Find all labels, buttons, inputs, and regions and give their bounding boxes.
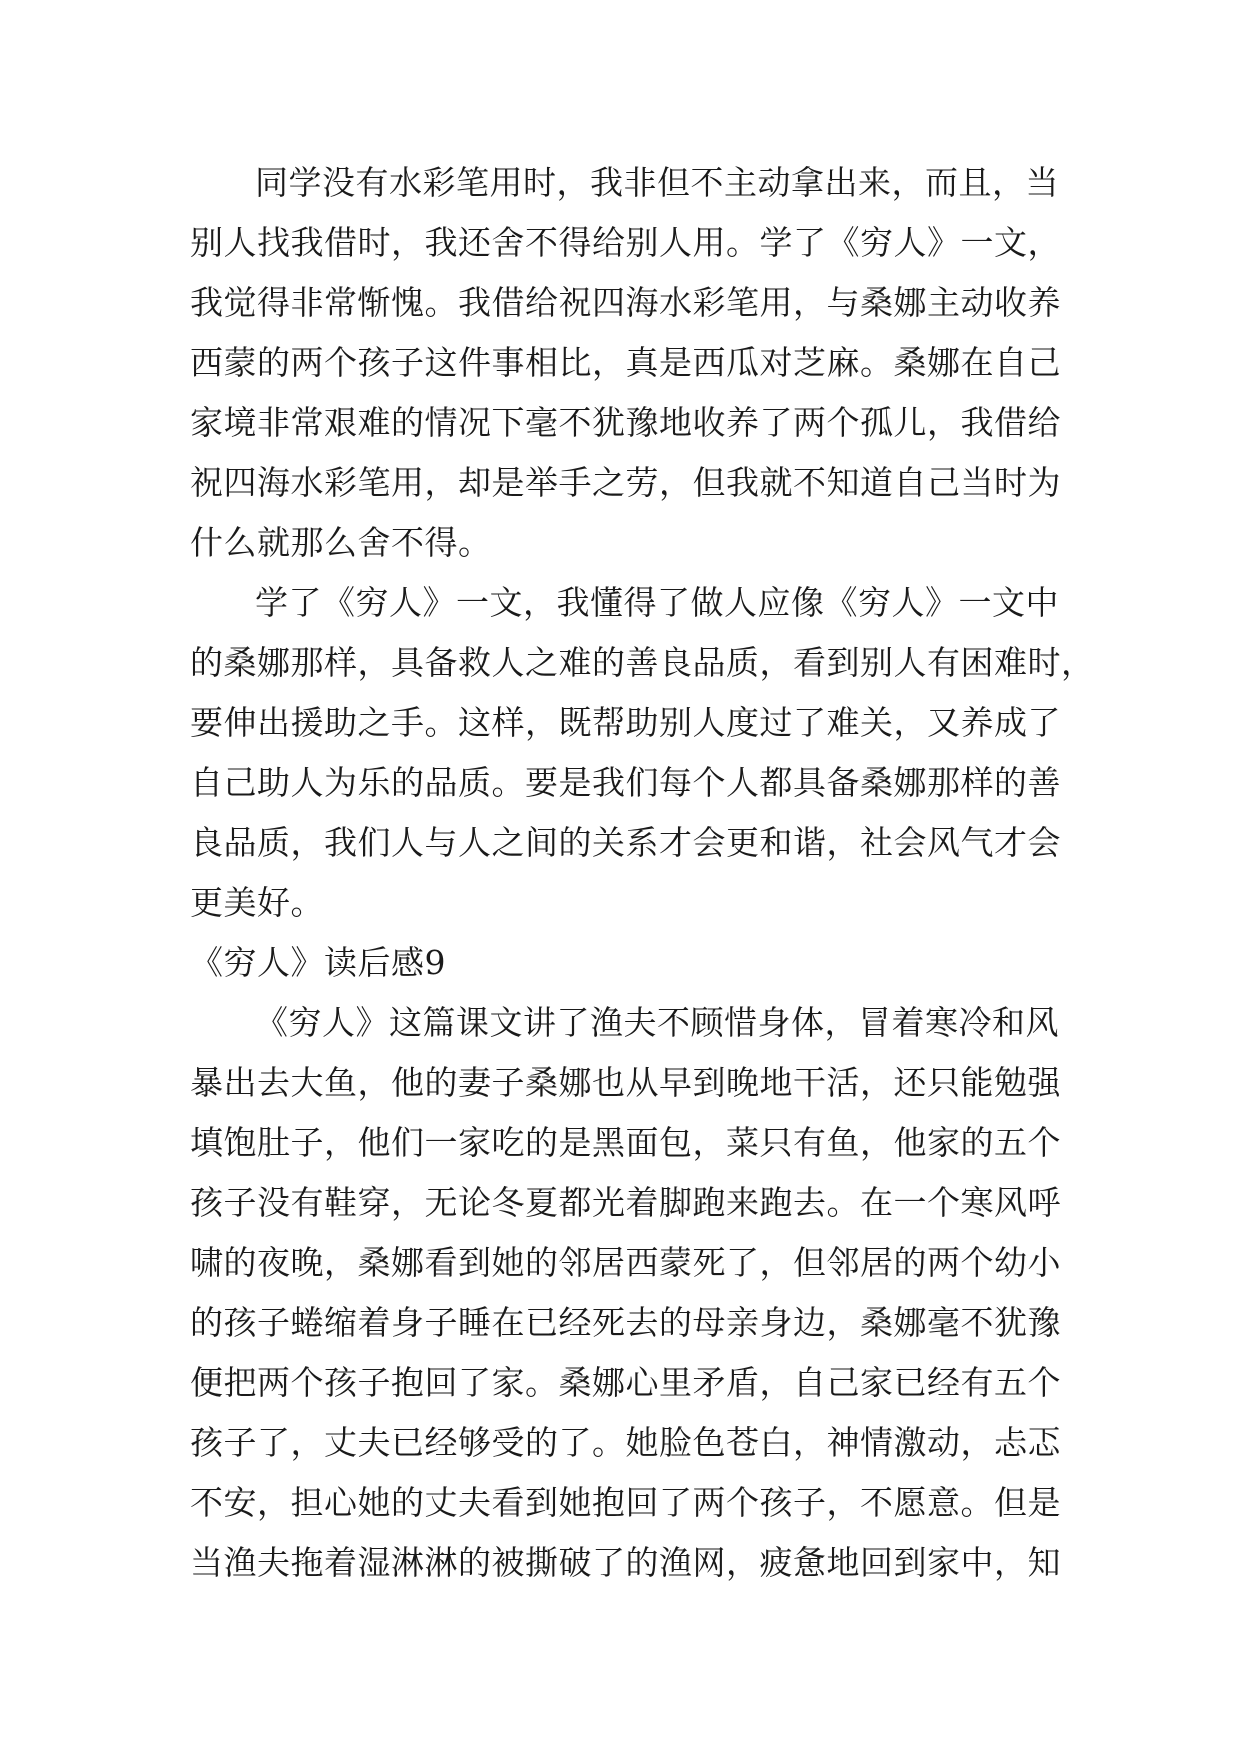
paragraph-2-line-1: 学了《穷人》一文，我懂得了做人应像《穷人》一文中 (255, 583, 1059, 622)
paragraph-3-line-6: 的孩子蜷缩着身子睡在已经死去的母亲身边，桑娜毫不犹豫 (190, 1303, 1061, 1342)
section-heading: 《穷人》读后感9 (190, 943, 446, 982)
paragraph-1-line-1: 同学没有水彩笔用时，我非但不主动拿出来，而且，当 (255, 163, 1059, 202)
paragraph-2-line-2: 的桑娜那样，具备救人之难的善良品质，看到别人有困难时， (190, 643, 1095, 682)
paragraph-3-line-4: 孩子没有鞋穿，无论冬夏都光着脚跑来跑去。在一个寒风呼 (190, 1183, 1061, 1222)
paragraph-1-line-5: 家境非常艰难的情况下毫不犹豫地收养了两个孤儿，我借给 (190, 403, 1061, 442)
paragraph-2-line-6: 更美好。 (190, 883, 324, 922)
paragraph-1-line-3: 我觉得非常惭愧。我借给祝四海水彩笔用，与桑娜主动收养 (190, 283, 1061, 322)
paragraph-2-line-5: 良品质，我们人与人之间的关系才会更和谐，社会风气才会 (190, 823, 1061, 862)
paragraph-2-line-3: 要伸出援助之手。这样，既帮助别人度过了难关，又养成了 (190, 703, 1061, 742)
paragraph-3-line-2: 暴出去大鱼，他的妻子桑娜也从早到晚地干活，还只能勉强 (190, 1063, 1061, 1102)
paragraph-3-line-5: 啸的夜晚，桑娜看到她的邻居西蒙死了，但邻居的两个幼小 (190, 1243, 1061, 1282)
paragraph-1-line-7: 什么就那么舍不得。 (190, 523, 492, 562)
paragraph-1-line-2: 别人找我借时，我还舍不得给别人用。学了《穷人》一文， (190, 223, 1061, 262)
paragraph-3-line-1: 《穷人》这篇课文讲了渔夫不顾惜身体，冒着寒冷和风 (255, 1003, 1059, 1042)
paragraph-3-line-3: 填饱肚子，他们一家吃的是黑面包，菜只有鱼，他家的五个 (190, 1123, 1061, 1162)
paragraph-3-line-10: 当渔夫拖着湿淋淋的被撕破了的渔网，疲惫地回到家中，知 (190, 1543, 1061, 1582)
paragraph-1-line-6: 祝四海水彩笔用，却是举手之劳，但我就不知道自己当时为 (190, 463, 1061, 502)
paragraph-1-line-4: 西蒙的两个孩子这件事相比，真是西瓜对芝麻。桑娜在自己 (190, 343, 1061, 382)
paragraph-3-line-8: 孩子了，丈夫已经够受的了。她脸色苍白，神情激动，忐忑 (190, 1423, 1061, 1462)
paragraph-2-line-4: 自己助人为乐的品质。要是我们每个人都具备桑娜那样的善 (190, 763, 1061, 802)
paragraph-3-line-7: 便把两个孩子抱回了家。桑娜心里矛盾，自己家已经有五个 (190, 1363, 1061, 1402)
paragraph-3-line-9: 不安，担心她的丈夫看到她抱回了两个孩子，不愿意。但是 (190, 1483, 1061, 1522)
